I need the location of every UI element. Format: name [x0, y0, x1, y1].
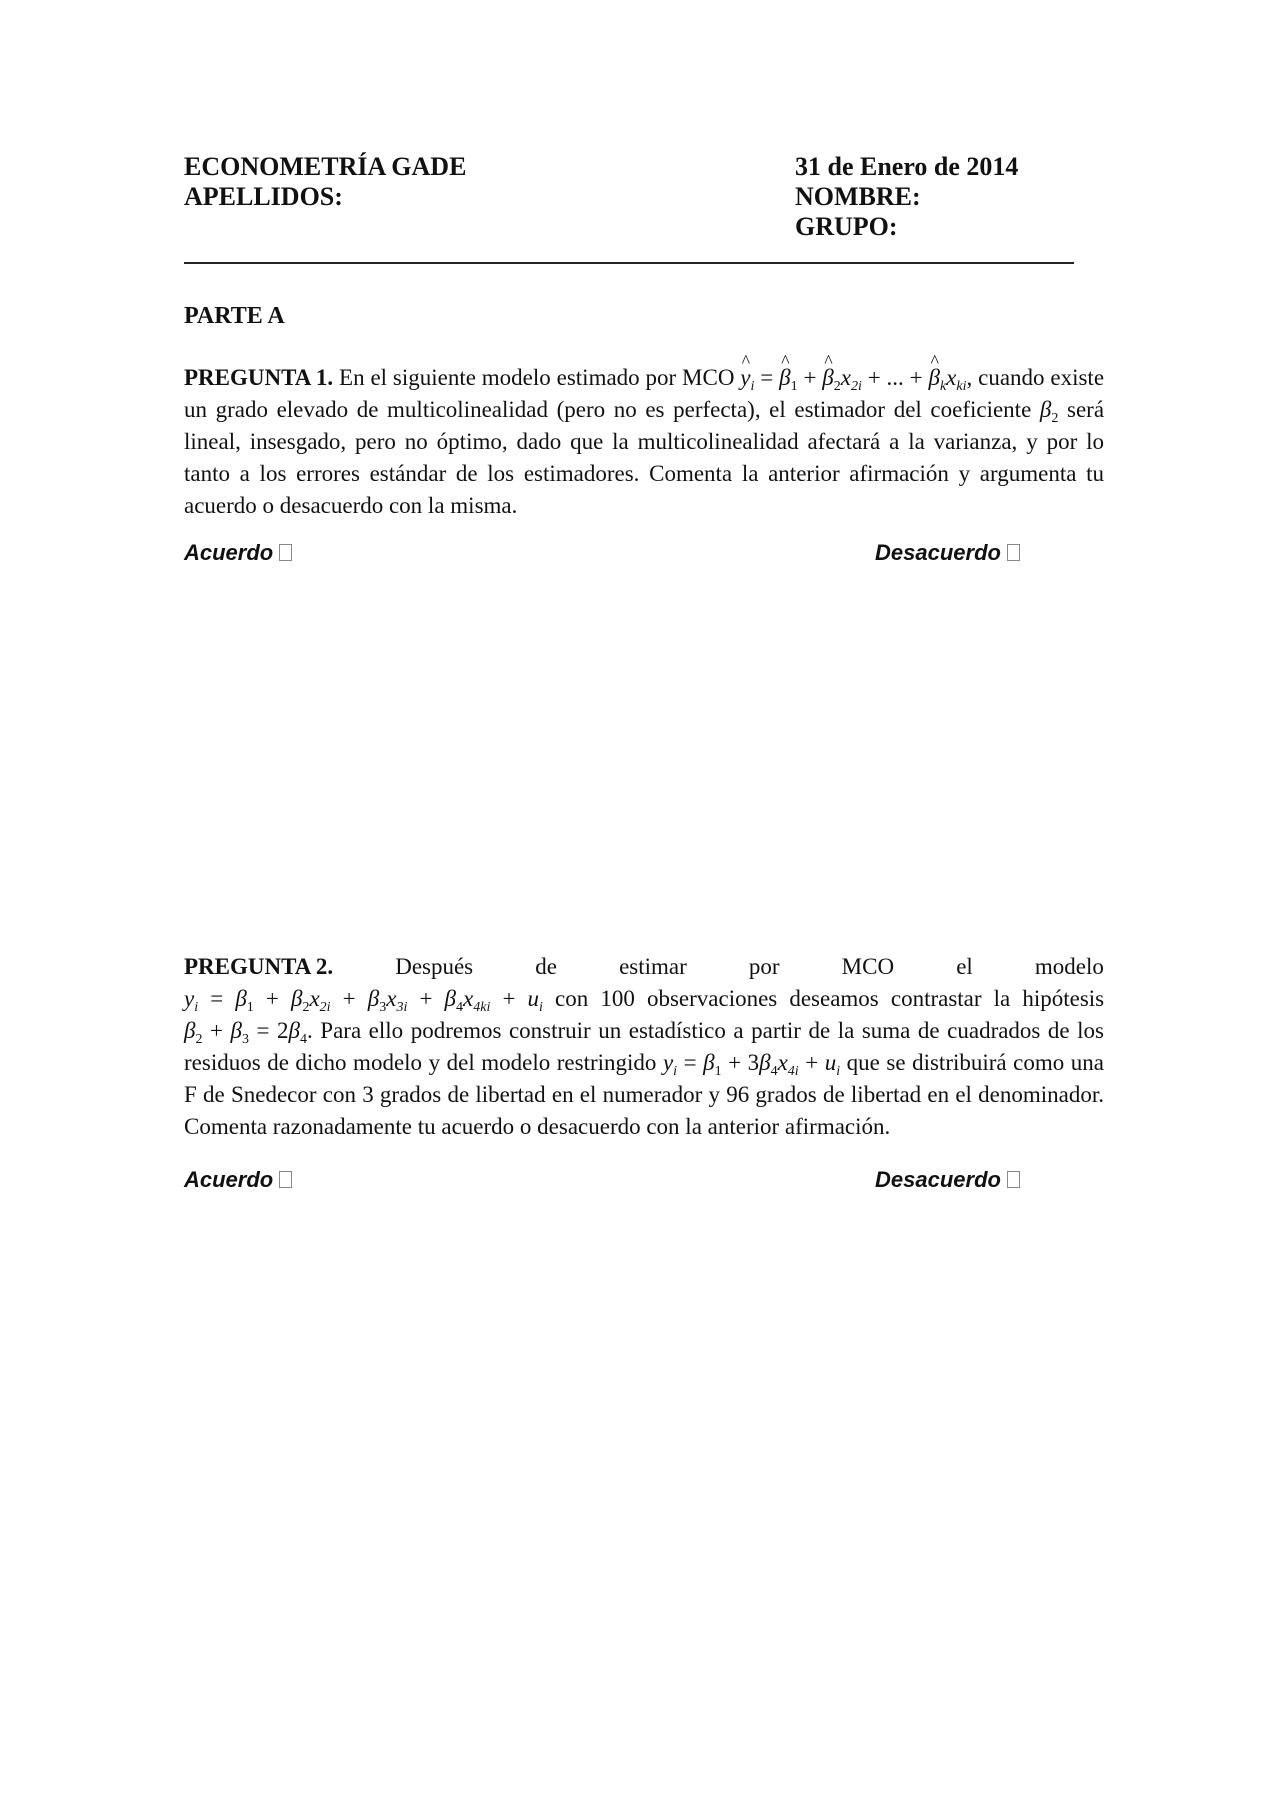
q2-word: Después	[395, 954, 474, 979]
restricted-model-formula: $y_i = \beta_1 + 3\beta_4x_{4i} + u_i$	[662, 1050, 841, 1079]
question-1-label: PREGUNTA 1.	[184, 365, 334, 390]
q1-agree-label: Acuerdo	[184, 540, 274, 565]
q2-word: el	[956, 954, 973, 979]
q1-disagree-checkbox[interactable]	[1007, 544, 1020, 561]
q2-word: de	[535, 954, 557, 979]
q2-word: estimar	[619, 954, 687, 979]
q2-disagree-option[interactable]	[875, 1167, 1020, 1193]
q2-agree-option[interactable]	[184, 1167, 292, 1193]
question-2-body	[184, 983, 1104, 1143]
question-2	[184, 951, 1104, 1143]
q1-agree-checkbox[interactable]	[279, 544, 292, 561]
section-title: PARTE A	[184, 303, 285, 329]
q1-agree-option[interactable]	[184, 540, 292, 566]
question-1	[184, 362, 1104, 522]
question-2-text-1: con 100 observaciones deseamos contrastar la hipótesis	[555, 986, 1105, 1011]
q2-disagree-label: Desacuerdo	[875, 1167, 1001, 1192]
full-model-formula: $y_i = \beta_1 + \beta_2x_{2i} + \beta_3x_{3i} + \beta_4x_{4ki} + u_i$	[184, 986, 543, 1015]
exam-date: 31 de Enero de 2014	[795, 152, 1019, 181]
beta2-symbol: $\beta_2$	[1039, 397, 1059, 426]
question-2-text-2: . Para ello podremos construir un estadístico a partir de la suma de cuadrados de los residuos de dicho modelo y del modelo restringido	[184, 1018, 1104, 1075]
q1-disagree-label: Desacuerdo	[875, 540, 1001, 565]
group-label: GRUPO:	[795, 212, 898, 241]
question-1-middle-2: será lineal, insesgado, pero no óptimo, dado que la multicolinealidad afectará a la varianza, y por lo tanto a los errores estándar de los estimadores. Comenta la anterior afirmación y argumenta tu acuerdo o desacuerdo con la misma.	[184, 397, 1105, 518]
question-2-label: PREGUNTA 2.	[184, 954, 334, 979]
q2-agree-checkbox[interactable]	[279, 1171, 292, 1188]
q1-disagree-option[interactable]	[875, 540, 1020, 566]
estimated-model-formula: ^ $y_i$ = ^ $\beta_1$ + ^ $\beta_2x_{2i}$ + ... + ^ $\beta_kx_{ki}$,	[740, 365, 972, 390]
surname-label: APELLIDOS:	[184, 182, 343, 211]
question-2-first-line	[184, 951, 1104, 983]
name-label: NOMBRE:	[795, 182, 921, 211]
course-title: ECONOMETRÍA GADE	[184, 152, 467, 181]
question-2-text-3: que se distribuirá como una F de Snedecor con 3 grados de libertad en el numerador y 96 grados de libertad en el denominador. Comenta razonadamente tu acuerdo o desacuerdo con la anterior afirmación.	[184, 1050, 1104, 1139]
q2-word: MCO	[841, 954, 895, 979]
question-1-lead: En el siguiente modelo estimado por MCO	[339, 365, 735, 390]
q2-disagree-checkbox[interactable]	[1007, 1171, 1020, 1188]
hypothesis-formula: $\beta_2 + \beta_3 = 2\beta_4$	[184, 1018, 307, 1047]
header-divider	[184, 262, 1074, 264]
question-1-middle-1: cuando existe un grado elevado de multicolinealidad (pero no es perfecta), el estimador del coeficiente	[184, 365, 1105, 422]
q2-word: por	[748, 954, 780, 979]
q2-word: modelo	[1034, 954, 1104, 979]
q2-agree-label: Acuerdo	[184, 1167, 274, 1192]
